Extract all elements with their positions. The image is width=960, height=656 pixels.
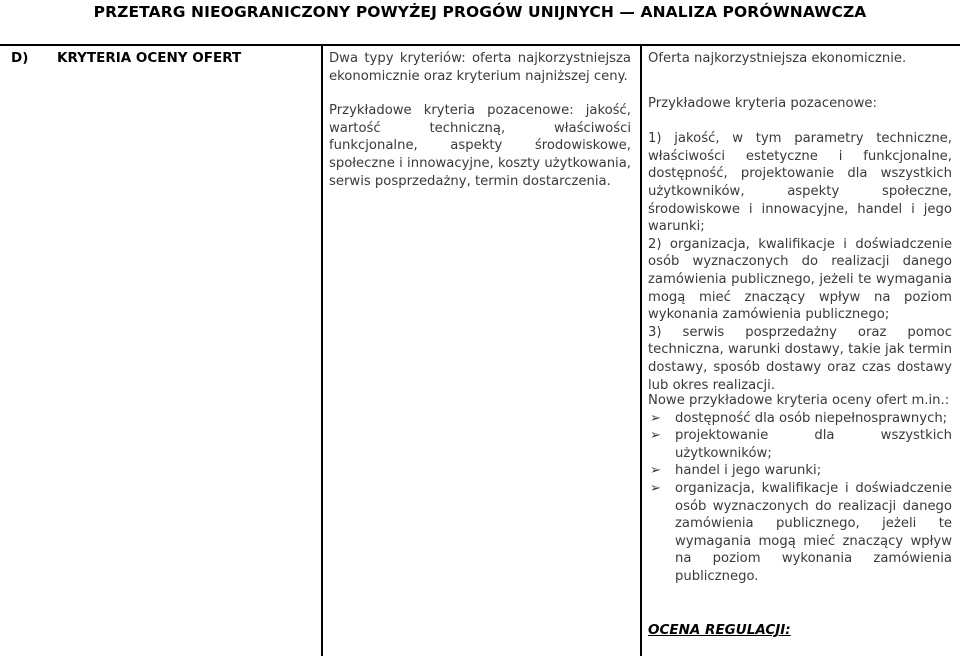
list-item: ➢ handel i jego warunki;: [650, 463, 822, 479]
row-letter: D): [11, 50, 29, 66]
table-column-divider-right: [640, 44, 642, 656]
new-regulation-cell: [648, 50, 952, 394]
page-title: PRZETARG NIEOGRANICZONY POWYŻEJ PROGÓW UNIJNYCH — ANALIZA PORÓWNAWCZA: [93, 3, 867, 21]
arrow-bullet-icon: ➢: [650, 463, 661, 479]
new-examples-list: [648, 410, 952, 586]
list-item: ➢ dostępność dla osób niepełnosprawnych;: [650, 410, 948, 426]
arrow-bullet-icon: ➢: [650, 428, 661, 444]
new-examples-block: [648, 392, 952, 586]
new-criteria-item-3: 3) serwis posprzedażny oraz pomoc techniczna, warunki dostawy, takie jak termin dostawy, sposób dostawy oraz czas dostawy lub okres realizacji.: [648, 324, 952, 393]
new-criteria-summary: Oferta najkorzystniejsza ekonomicznie.: [648, 51, 907, 66]
new-examples-heading: Nowe przykładowe kryteria oceny ofert m.in.:: [648, 393, 950, 408]
table-top-border: [0, 44, 960, 46]
arrow-bullet-icon: ➢: [650, 480, 661, 496]
list-item: ➢ organizacja, kwalifikacje i doświadczenie osób wyznaczonych do realizacji danego zamówienia publicznego, jeżeli te wymagania mogą mieć znaczący wpływ na poziom wykonania zamówienia publicznego.: [650, 480, 952, 584]
new-criteria-item-1: 1) jakość, w tym parametry techniczne, właściwości estetyczne i funkcjonalne, dostępność, projektowanie dla wszystkich użytkowników, aspekty społeczne, środowiskowe i innowacyjne, handel i jego warunki;: [648, 131, 952, 235]
arrow-bullet-icon: ➢: [650, 410, 661, 426]
old-regulation-cell: [329, 50, 631, 190]
row-name: KRYTERIA OCENY OFERT: [57, 50, 242, 66]
old-nonprice-criteria: Przykładowe kryteria pozacenowe: jakość, wartość techniczną, właściwości funkcjonalne, aspekty środowiskowe, społeczne i innowacyjne, koszty użytkowania, serwis posprzedażny, termin dostarczenia.: [329, 103, 631, 189]
new-criteria-item-2: 2) organizacja, kwalifikacje i doświadczenie osób wyznaczonych do realizacji danego zamówienia publicznego, jeżeli te wymagania mogą mieć znaczący wpływ na poziom wykonania zamówienia publicznego;: [648, 236, 952, 323]
old-criteria-types: Dwa typy kryteriów: oferta najkorzystniejsza ekonomicznie oraz kryterium najniższej ceny.: [329, 51, 631, 84]
regulation-assessment-heading: OCENA REGULACJI:: [648, 622, 791, 638]
list-item: ➢ projektowanie dla wszystkich użytkowników;: [650, 428, 952, 461]
table-column-divider-left: [321, 44, 323, 656]
new-nonprice-heading: Przykładowe kryteria pozacenowe:: [648, 95, 877, 111]
